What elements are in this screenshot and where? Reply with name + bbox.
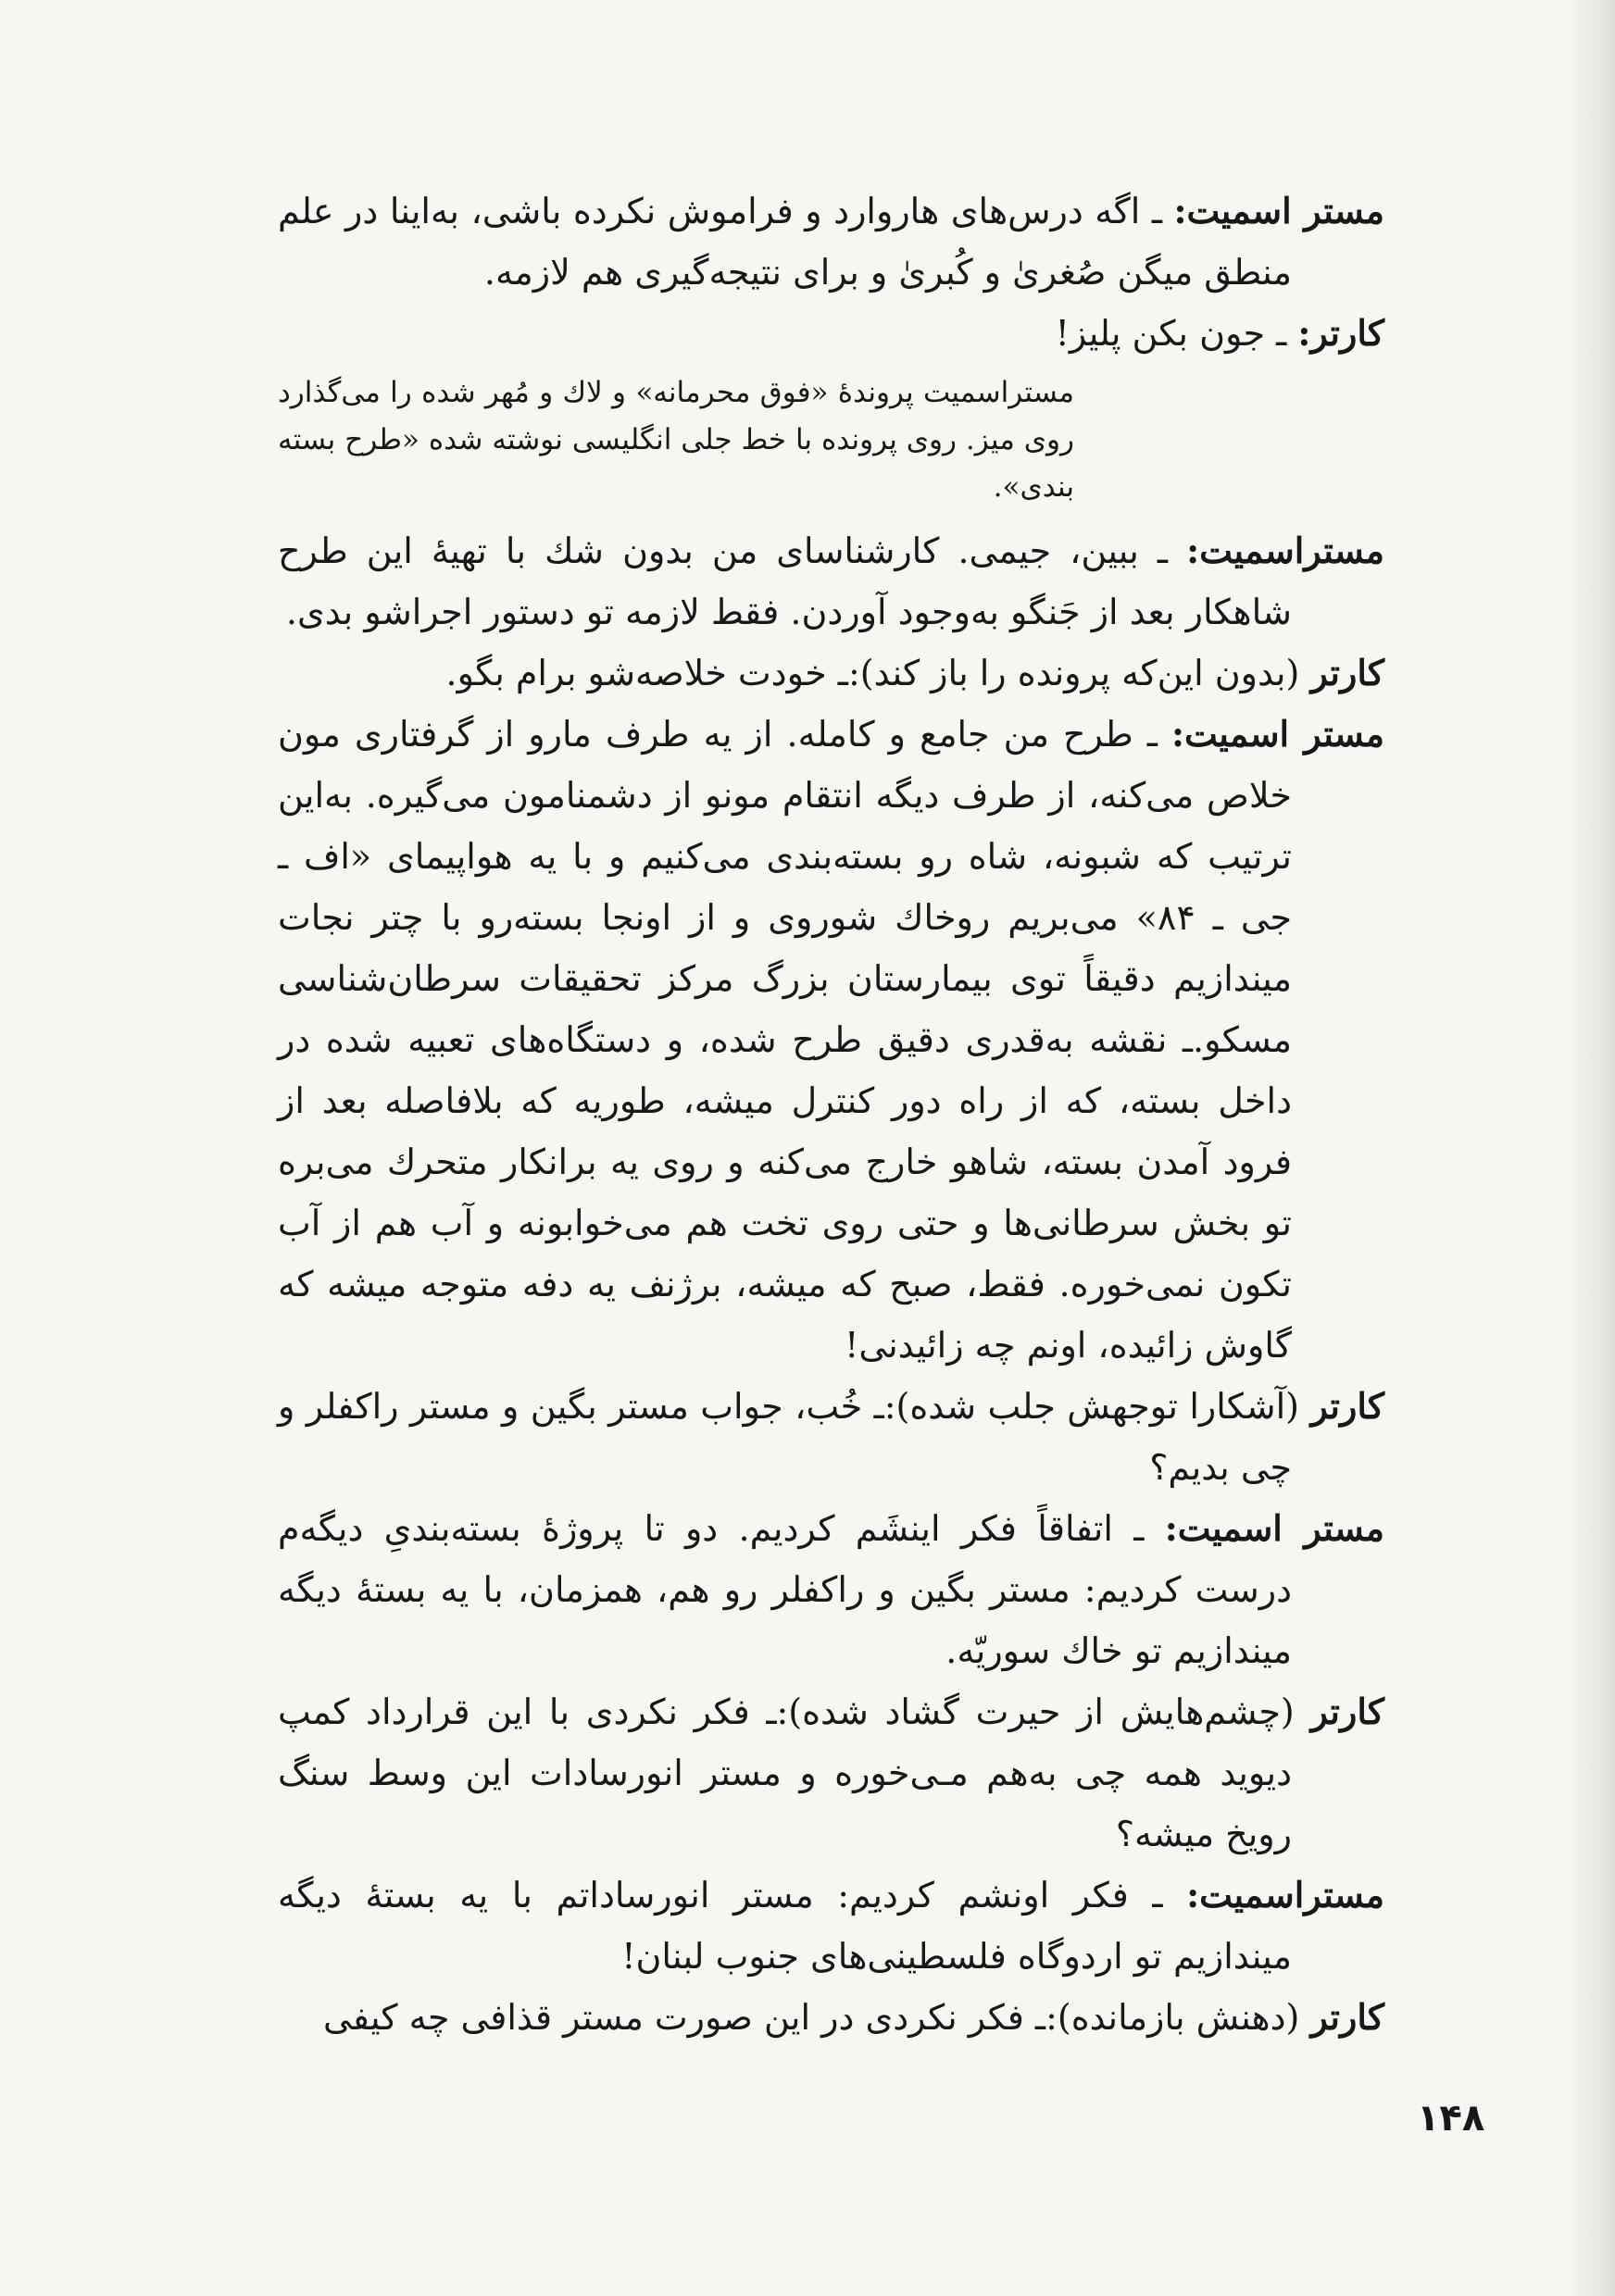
dialogue-line <box>278 181 1384 303</box>
dialogue-text: ـ اتفاقاً فکر اینشَم کردیم. دو تا پروژهٔ بسته‌بندیِ دیگه‌م درست کردیم: مستر بگین و راکفلر رو هم، همزمان، با یه بستهٔ دیگه میندازیم تو خاك سوریّه. <box>278 1508 1292 1671</box>
dialogue-text: ـ طرح من جامع و کامله. از یه طرف مارو از گرفتاری مون خلاص می‌کنه، از طرف دیگه انتقام مونو از دشمنامون می‌گیره. به‌این ترتیب که شبونه، شاه رو بسته‌بندی می‌کنیم و با یه هواپیمای «اف ـ جی ـ ۸۴» می‌بریم روخاك شوروی و از اونجا بسته‌رو با چتر نجات میندازیم دقیقاً توی بیمارستان بزرگ مرکز تحقیقات سرطان‌شناسی مسکو.ـ نقشه به‌قدری دقیق طرح شده، و دستگاه‌های تعبیه شده در داخل بسته، که از راه دور کنترل میشه، طوریه که بلافاصله بعد از فرود آمدن بسته، شاهو خارج می‌کنه و روی یه برانکار متحرك می‌بره تو بخش سرطانی‌ها و حتی روی تخت هم می‌خوابونه و آب هم از آب تکون نمی‌خوره. فقط، صبح که میشه، برژنف یه دفه متوجه میشه که گاوش زائیده، اونم چه زائیدنی! <box>278 714 1292 1366</box>
dialogue-text: (بدون این‌که پرونده را باز کند):ـ خودت خلاصه‌شو برام بگو. <box>445 653 1300 693</box>
stage-direction: مستراسمیت پروندهٔ «فوق محرمانه» و لاك و مُهر شده را می‌گذارد روی میز. روی پرونده با خط جلی انگلیسی نوشته شده «طرح بسته بندی». <box>278 376 1074 504</box>
speaker-name: کارتر <box>1310 1691 1384 1732</box>
speaker-name: مستراسمیت: <box>1186 1874 1384 1915</box>
speaker-name: مستر اسمیت: <box>1173 190 1384 231</box>
dialogue-line <box>278 1498 1384 1681</box>
dialogue-line <box>278 520 1384 643</box>
speaker-name: کارتر: <box>1297 312 1384 354</box>
speaker-name: مستراسمیت: <box>1186 530 1384 571</box>
play-text <box>278 181 1384 2048</box>
dialogue-text: (چشم‌هایش از حیرت گشاد شده):ـ فکر نکردی با این قرارداد کمپ دیوید همه چی به‌هم مـی‌خوره و مستر انورسادات این وسط سنگ رویخ میشه؟ <box>278 1691 1295 1854</box>
dialogue-text: ـ جون بکن پلیز! <box>1055 313 1287 354</box>
dialogue-text: ـ فکر اونشم کردیم: مستر انورساداتم با یه بستهٔ دیگه میندازیم تو اردوگاه فلسطینی‌های جنوب لبنان! <box>278 1875 1292 1977</box>
dialogue-line <box>278 303 1384 364</box>
dialogue-line <box>278 643 1384 704</box>
dialogue-line <box>278 1681 1384 1865</box>
speaker-name: کارتر <box>1310 652 1384 693</box>
dialogue-text: ـ ببین، جیمی. کارشناسای من بدون شك با تهیهٔ این طرح شاهکار بعد از جَنگو به‌وجود آوردن. فقط لازمه تو دستور اجراشو بدی. <box>278 530 1292 632</box>
dialogue-line <box>278 1865 1384 1987</box>
speaker-name: کارتر <box>1310 1385 1384 1427</box>
dialogue-text: (آشکارا توجهش جلب شده):ـ خُب، جواب مستر بگین و مستر راکفلر و چی بدیم؟ <box>278 1386 1300 1488</box>
speaker-name: مستر اسمیت: <box>1164 1507 1384 1549</box>
dialogue-line <box>278 1987 1384 2048</box>
dialogue-line <box>278 704 1384 1376</box>
dialogue-text: (دهنش بازمانده):ـ فکر نکردی در این صورت مستر قذافی چه کیفی <box>323 1997 1300 2038</box>
dialogue-text: ـ اگه درس‌های هاروارد و فراموش نکرده باشی، به‌اینا در علم منطق میگن صُغریٰ و کُبریٰ و برای نتیجه‌گیری هم لازمه. <box>278 191 1292 293</box>
page-number: ۱۴۸ <box>1417 2097 1485 2140</box>
speaker-name: مستر اسمیت: <box>1171 713 1384 755</box>
speaker-name: کارتر <box>1310 1996 1384 2038</box>
dialogue-line <box>278 1376 1384 1498</box>
